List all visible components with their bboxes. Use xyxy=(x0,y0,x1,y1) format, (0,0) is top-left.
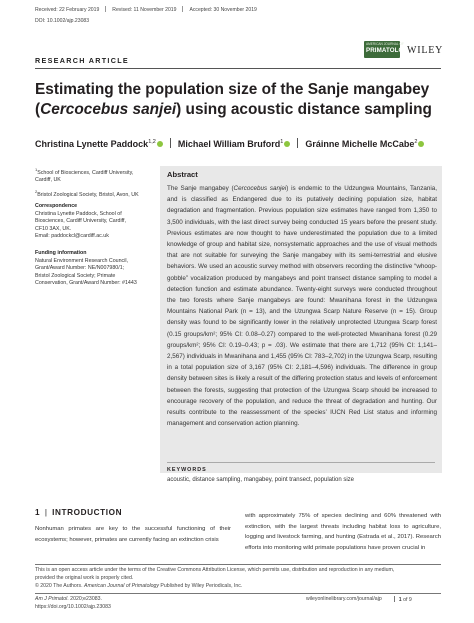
article-title xyxy=(35,80,455,120)
section-heading-introduction: 1 | INTRODUCTION xyxy=(35,508,123,517)
header-divider xyxy=(35,68,441,69)
journal-logo-top: AMERICAN JOURNAL OF xyxy=(366,42,404,46)
article-doi[interactable]: DOI: 10.1002/ajp.23083 xyxy=(35,18,90,24)
author-affiliation-sup: 2 xyxy=(414,139,418,145)
footer-citation: Am J Primatol. 2020;e23083. xyxy=(35,596,102,602)
keywords-text: acoustic, distance sampling, mangabey, point transect, population size xyxy=(167,477,354,483)
author-name[interactable]: Gráinne Michelle McCabe xyxy=(305,139,415,149)
orcid-icon[interactable] xyxy=(418,141,424,147)
correspondence: Correspondence Christina Lynette Paddock, School of Biosciences, Cardiff University, Cardiff, CF10 3AX, UK. Email: paddockcl@cardiff.ac.uk xyxy=(35,203,126,240)
publisher-logo: WILEY xyxy=(407,45,444,56)
abstract-heading: Abstract xyxy=(167,170,198,179)
author-name[interactable]: Christina Lynette Paddock xyxy=(35,139,149,149)
license-line-3: © 2020 The Authors. American Journal of Primatology Published by Wiley Periodicals, Inc. xyxy=(35,583,243,589)
correspondence-heading: Correspondence xyxy=(35,203,78,209)
received-date: Received: 22 February 2019 xyxy=(35,7,100,13)
funding-information: Funding information Natural Environment Research Council, Grant/Award Number: NE/N007980/1; Bristol Zoological Society; Primate Conservation, Grant/Award Number: #1443 xyxy=(35,250,137,287)
title-line-1: Estimating the population size of the Sanje mangabey xyxy=(35,81,430,98)
abstract-text: The Sanje mangabey (Cercocebus sanjei) is endemic to the Udzungwa Mountains, Tanzania, and is classified as Endangered due to its putatively declining population size, habitat degradation and fragmentation. Previous population size estimates have ranged from 1,350 to 3,500 individuals, with the last direct survey being conducted 15 years before the present study. Previous estimates are now thought to have underestimated the population due to a limited knowledge of group and habitat size, nonsystematic approaches and the use of visual methods that are not suitable for surveying the Sanje mangabey with its semi-terrestrial and elusive behaviors. We used an acoustic survey method with observers recording the distinctive “whoop-gobble” vocalization produced by mangabeys and point transect distance sampling to model a detection function and estimate abundance. Twenty-eight surveys were conducted throughout the two forests where Sanje mangabeys are found: Mwanihana forest in the Udzungwa Mountains National Park (n = 13), and the Uzungwa Scarp Nature Reserve (n = 15). Group density was found to be significantly lower in the relatively unprotected Uzungwa Scarp forest (0.15 groups/km²; 95% CI: 0.08–0.27) compared to the well-protected Mwanihana forest (0.29 groups/km²; 95% CI: 0.19–0.43; p = .03). We estimate that there are 1,712 (95% CI: 1,141–2,567) individuals in Mwanihana and 1,455 (95% CI: 783–2,702) in the Uzungwa Scarp, resulting in a total population size of 3,167 (95% CI: 2,181–4,596) individuals. The difference in group density between sites is likely a result of the differing protection status and levels of enforcement between the forests, suggesting that protection of the Uzungwa Scarp should be increased to encourage recovery of the population, and reduce the threat of degradation and hunting. Our results contribute to the reassessment of the species’ IUCN Red List status and informing management and conservation action planning. xyxy=(167,185,437,428)
title-line-2: (Cercocebus sanjei) using acoustic distance sampling xyxy=(35,101,432,118)
affiliations xyxy=(35,166,165,199)
keywords-divider xyxy=(167,462,435,463)
license-divider xyxy=(35,564,441,565)
intro-column-1: Nonhuman primates are key to the successful functioning of their ecosystems; however, primates are currently facing an extinction crisis xyxy=(35,526,231,543)
journal-logo-main: PRIMATOLOGY xyxy=(366,47,413,54)
affiliation-1: $^1$School of Biosciences, Cardiff University, Cardiff, UK xyxy=(35,167,134,184)
correspondence-email[interactable]: Email: paddockcl@cardiff.ac.uk xyxy=(35,233,109,240)
article-dates xyxy=(35,6,257,13)
accepted-date: Accepted: 30 November 2019 xyxy=(189,7,257,13)
author-name[interactable]: Michael William Bruford xyxy=(177,139,281,149)
license-line-1: This is an open access article under the terms of the Creative Commons Attribution License, which permits use, distribution and reproduction in any medium, xyxy=(35,567,395,573)
author-affiliation-sup: 1 xyxy=(280,139,284,145)
footer-doi-link[interactable]: https://doi.org/10.1002/ajp.23083 xyxy=(35,604,111,610)
funding-heading: Funding information xyxy=(35,250,87,256)
affiliation-2: $^2$Bristol Zoological Society, Bristol, Avon, UK xyxy=(35,188,139,198)
author-affiliation-sup: 1,2 xyxy=(148,139,156,145)
orcid-icon[interactable] xyxy=(284,141,290,147)
footer-divider xyxy=(35,593,441,594)
section-type: RESEARCH ARTICLE xyxy=(35,56,130,65)
license-line-2: provided the original work is properly cited. xyxy=(35,575,134,581)
revised-date: Revised: 11 November 2019 xyxy=(112,7,177,13)
keywords-heading: KEYWORDS xyxy=(167,467,207,473)
author-list xyxy=(35,138,424,149)
title-species: Cercocebus sanjei xyxy=(40,101,177,118)
footer-site-link[interactable]: wileyonlinelibrary.com/journal/ajp xyxy=(306,596,382,602)
page-number: 1 of 9 xyxy=(398,597,412,603)
intro-column-2: with approximately 75% of species declining and 60% threatened with extinction, with the largest threats including habitat loss to agriculture, logging and livestock farming, and hunting (Estrada et al., 2017). Research efforts into monitoring wild primate populations have proven crucial in xyxy=(245,513,441,551)
orcid-icon[interactable] xyxy=(157,141,163,147)
